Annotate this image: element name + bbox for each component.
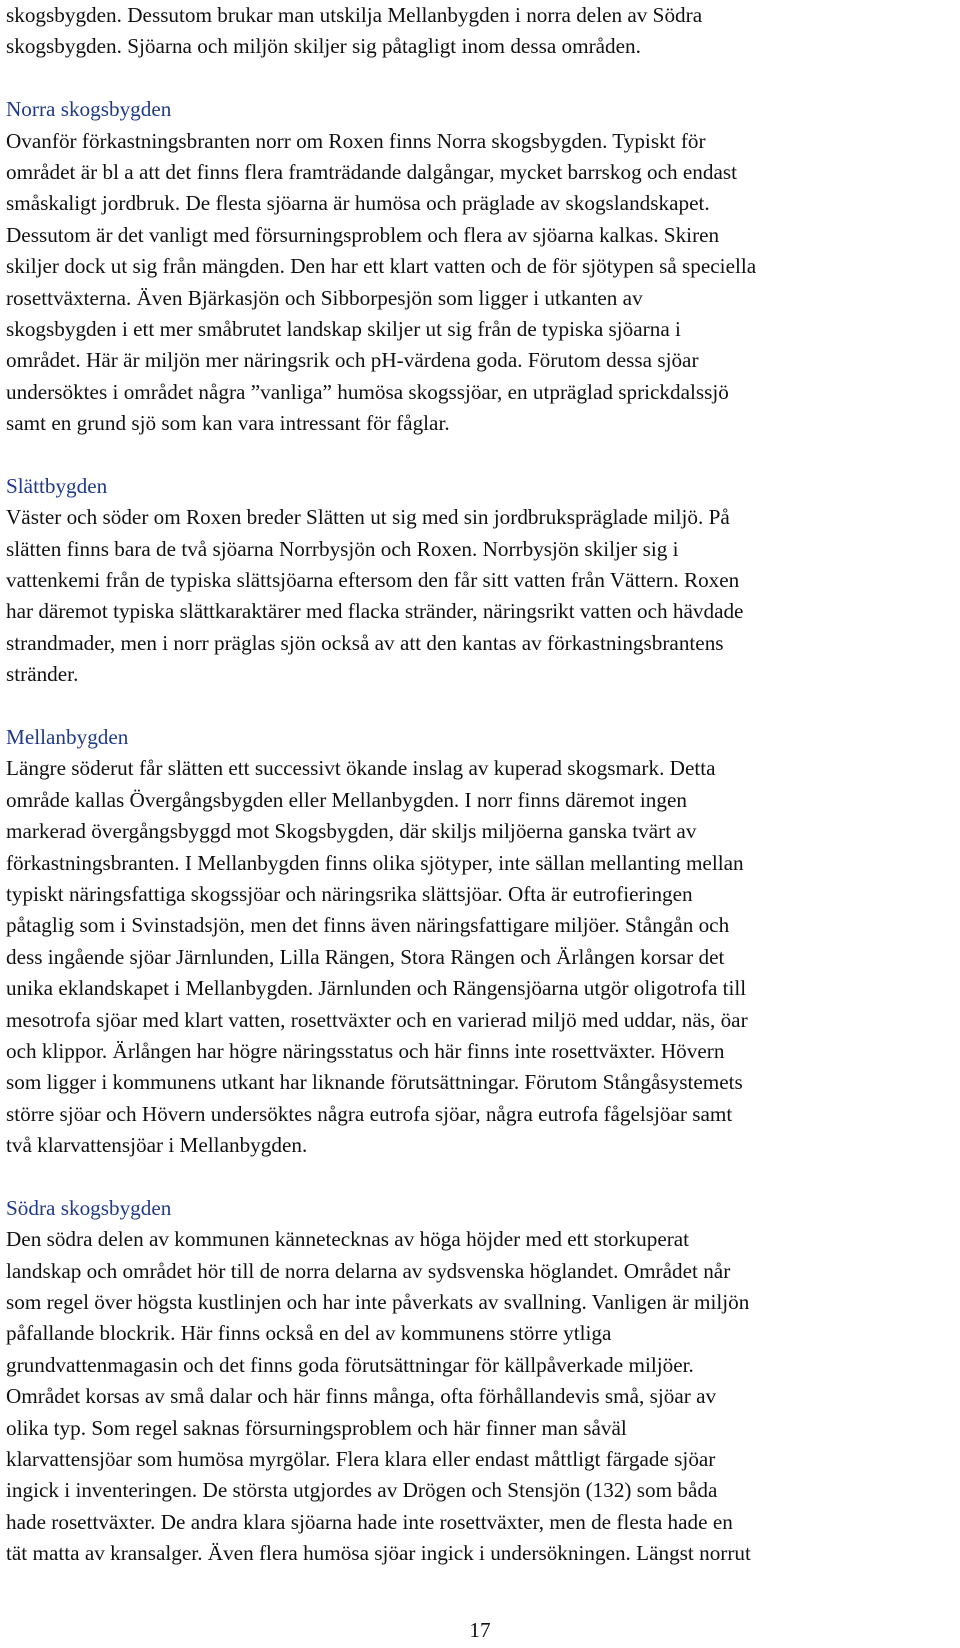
text-line: påfallande blockrik. Här finns också en del av kommunens större ytliga [6, 1321, 612, 1346]
text-line: område kallas Övergångsbygden eller Mellanbygden. I norr finns däremot ingen [6, 787, 687, 812]
text-line: tät matta av kransalger. Även flera humösa sjöar ingick i undersökningen. Längst norrut [6, 1541, 751, 1566]
text-line: skiljer dock ut sig från mängden. Den har ett klart vatten och de för sjötypen så speciella [6, 254, 757, 279]
text-line: skogsbygden i ett mer småbrutet landskap skiljer ut sig från de typiska sjöarna i [6, 316, 681, 341]
text-line: och klippor. Ärlången har högre näringsstatus och här finns inte rosettväxter. Hövern [6, 1038, 725, 1063]
section-heading: Mellanbygden [6, 724, 129, 749]
text-line: landskap och området hör till de norra delarna av sydsvenska höglandet. Området når [6, 1258, 731, 1283]
section-heading: Norra skogsbygden [6, 97, 172, 122]
document-page [6, 0, 956, 1570]
text-line: mesotrofa sjöar med klart vatten, rosettväxter och en varierad miljö med uddar, näs, öar [6, 1007, 748, 1032]
text-line: grundvattenmagasin och det finns goda förutsättningar för källpåverkade miljöer. [6, 1352, 694, 1377]
text-line: större sjöar och Hövern undersöktes några eutrofa sjöar, några eutrofa fågelsjöar samt [6, 1101, 733, 1126]
text-line: rosettväxterna. Även Bjärkasjön och Sibborpesjön som ligger i utkanten av [6, 285, 643, 310]
section-norra-skogsbygden [6, 94, 956, 439]
text-line: skogsbygden. Dessutom brukar man utskilja Mellanbygden i norra delen av Södra [6, 3, 703, 27]
text-line: markerad övergångsbyggd mot Skogsbygden, där skiljs miljöerna ganska tvärt av [6, 819, 697, 844]
section-slattbygden [6, 471, 956, 691]
text-line: området är bl a att det finns flera framträdande dalgångar, mycket barrskog och endast [6, 159, 737, 184]
text-line: olika typ. Som regel saknas försurningsproblem och här finner man såväl [6, 1415, 627, 1440]
text-line: skogsbygden. Sjöarna och miljön skiljer sig påtagligt inom dessa områden. [6, 34, 641, 59]
text-line: området. Här är miljön mer näringsrik och pH-värdena goda. Förutom dessa sjöar [6, 348, 699, 373]
section-mellanbygden [6, 722, 956, 1161]
text-line: Dessutom är det vanligt med försurningsproblem och flera av sjöarna kalkas. Skiren [6, 222, 720, 247]
text-line: Längre söderut får slätten ett successivt ökande inslag av kuperad skogsmark. Detta [6, 756, 716, 781]
text-line: strandmader, men i norr präglas sjön också av att den kantas av förkastningsbrantens [6, 630, 724, 655]
intro-paragraph [6, 0, 956, 63]
text-line: undersöktes i området några ”vanliga” humösa skogssjöar, en utpräglad sprickdalssjö [6, 379, 729, 404]
text-line: hade rosettväxter. De andra klara sjöarna hade inte rosettväxter, men de flesta hade en [6, 1509, 733, 1534]
text-line: klarvattensjöar som humösa myrgölar. Flera klara eller endast måttligt färgade sjöar [6, 1446, 716, 1471]
text-line: Den södra delen av kommunen kännetecknas av höga höjder med ett storkuperat [6, 1227, 690, 1252]
text-line: som ligger i kommunens utkant har liknande förutsättningar. Förutom Stångåsystemets [6, 1070, 743, 1095]
text-line: typiskt näringsfattiga skogssjöar och näringsrika slättsjöar. Ofta är eutrofieringen [6, 881, 693, 906]
text-line: påtaglig som i Svinstadsjön, men det finns även näringsfattigare miljöer. Stångån och [6, 913, 730, 938]
section-heading: Slättbygden [6, 473, 108, 498]
text-line: vattenkemi från de typiska slättsjöarna eftersom den får sitt vatten från Vättern. Roxen [6, 568, 740, 593]
text-line: förkastningsbranten. I Mellanbygden finns olika sjötyper, inte sällan mellanting mellan [6, 850, 744, 875]
page-number: 17 [469, 1618, 491, 1642]
text-line: två klarvattensjöar i Mellanbygden. [6, 1133, 308, 1158]
text-line: har däremot typiska slättkaraktärer med flacka stränder, näringsrikt vatten och hävdade [6, 599, 744, 624]
text-line: unika eklandskapet i Mellanbygden. Järnlunden och Rängensjöarna utgör oligotrofa till [6, 976, 747, 1001]
text-line: samt en grund sjö som kan vara intressant för fåglar. [6, 411, 450, 436]
text-line: dess ingående sjöar Järnlunden, Lilla Rängen, Stora Rängen och Ärlången korsar det [6, 944, 725, 969]
section-heading: Södra skogsbygden [6, 1195, 172, 1220]
text-line: Ovanför förkastningsbranten norr om Roxen finns Norra skogsbygden. Typiskt för [6, 128, 706, 153]
text-line: slätten finns bara de två sjöarna Norrbysjön och Roxen. Norrbysjön skiljer sig i [6, 536, 679, 561]
text-line: Området korsas av små dalar och här finns många, ofta förhållandevis små, sjöar av [6, 1384, 717, 1409]
text-line: Väster och söder om Roxen breder Slätten ut sig med sin jordbrukspräglade miljö. På [6, 505, 730, 530]
text-line: ingick i inventeringen. De största utgjordes av Drögen och Stensjön (132) som båda [6, 1478, 718, 1503]
text-line: som regel över högsta kustlinjen och har inte påverkats av svallning. Vanligen är miljön [6, 1290, 750, 1315]
section-sodra-skogsbygden [6, 1193, 956, 1570]
text-line: stränder. [6, 662, 79, 687]
text-line: småskaligt jordbruk. De flesta sjöarna är humösa och präglade av skogslandskapet. [6, 191, 710, 216]
